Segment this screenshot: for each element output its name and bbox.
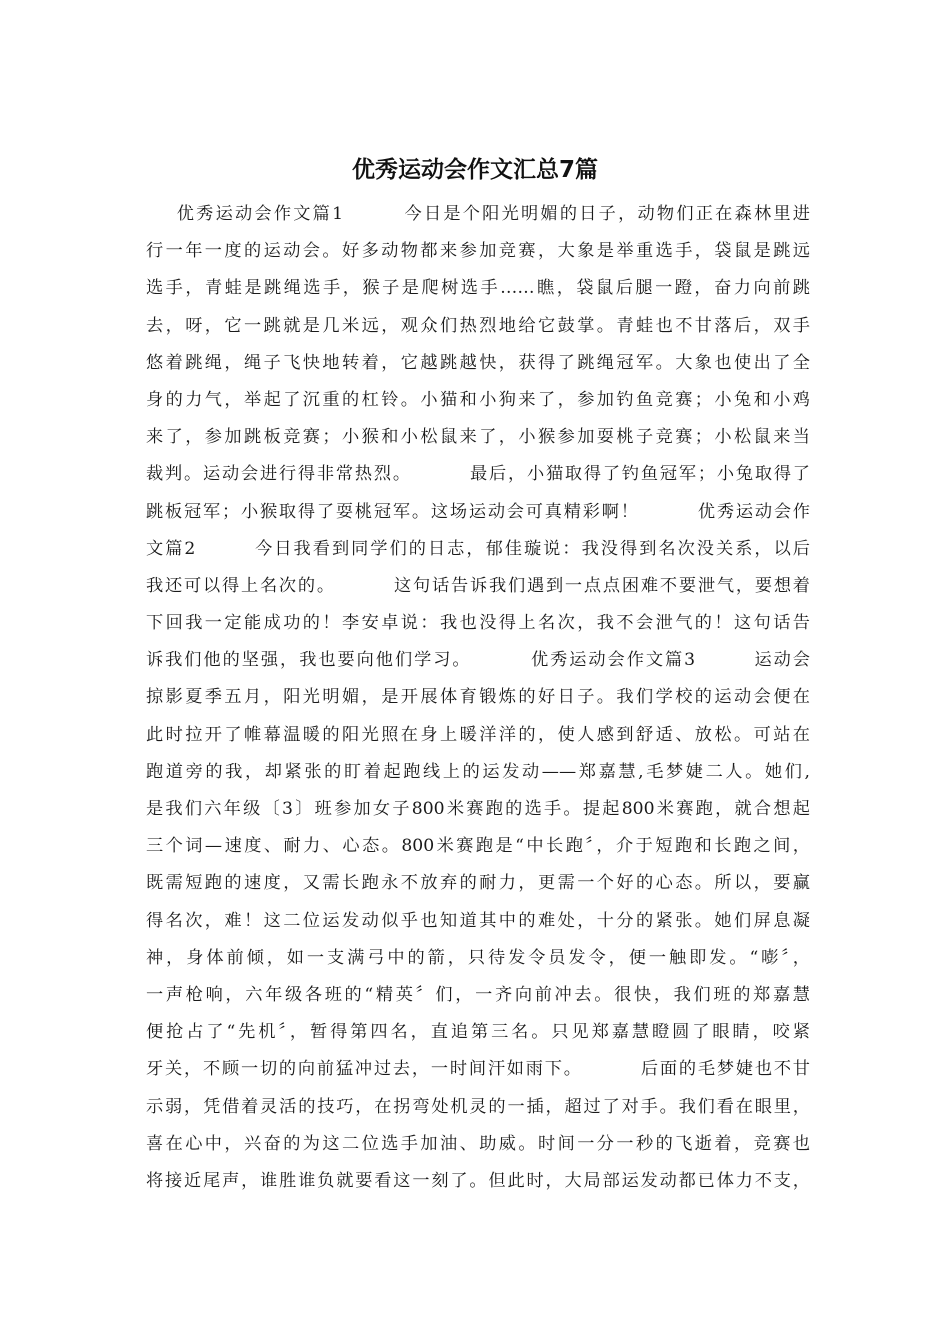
- body-line: 是我们六年级〔3〕班参加女子800米赛跑的选手。提起800米赛跑，就合想起: [146, 799, 810, 819]
- document-body: [146, 196, 810, 1200]
- body-line: 三个词—速度、耐力、心态。800米赛跑是“中长跑〞，介于短跑和长跑之间，: [146, 836, 810, 857]
- body-line: 神，身体前倾，如一支满弓中的箭，只待发令员发令，便一触即发。“嘭〞，: [146, 947, 810, 968]
- body-line: 跑道旁的我，却紧张的盯着起跑线上的运发动——郑嘉慧,毛梦婕二人。她们,: [146, 761, 810, 782]
- body-line: 此时拉开了帷幕温暖的阳光照在身上暖洋洋的，使人感到舒适、放松。可站在: [146, 724, 810, 745]
- body-line: 示弱，凭借着灵活的技巧，在拐弯处机灵的一插，超过了对手。我们看在眼里，: [146, 1096, 810, 1117]
- body-line: 身的力气，举起了沉重的杠铃。小猫和小狗来了，参加钓鱼竞赛；小兔和小鸡: [146, 389, 810, 410]
- body-line: 去，呀，它一跳就是几米远，观众们热烈地给它鼓掌。青蛙也不甘落后，双手: [146, 315, 810, 336]
- body-line: 悠着跳绳，绳子飞快地转着，它越跳越快，获得了跳绳冠军。大象也使出了全: [146, 352, 810, 373]
- body-line: 跳板冠军；小猴取得了耍桃冠军。这场运动会可真精彩啊！ 优秀运动会作: [146, 501, 810, 522]
- body-line: 既需短跑的速度，又需长跑永不放弃的耐力，更需一个好的心态。所以，要赢: [146, 873, 810, 894]
- body-line: 我还可以得上名次的。 这句话告诉我们遇到一点点困难不要泄气，要想着: [146, 575, 810, 596]
- body-line: 优秀运动会作文篇1 今日是个阳光明媚的日子，动物们正在森林里进: [146, 204, 810, 224]
- body-line: 下回我一定能成功的！李安卓说：我也没得上名次，我不会泄气的！这句话告: [146, 613, 810, 634]
- body-line: 牙关，不顾一切的向前猛冲过去，一时间汗如雨下。 后面的毛梦婕也不甘: [146, 1059, 810, 1080]
- body-line: 一声枪响，六年级各班的“精英〞们，一齐向前冲去。很快，我们班的郑嘉慧: [146, 984, 810, 1005]
- body-line: 掠影夏季五月，阳光明媚，是开展体育锻炼的好日子。我们学校的运动会便在: [146, 687, 810, 708]
- body-line: 来了，参加跳板竞赛；小猴和小松鼠来了，小猴参加耍桃子竞赛；小松鼠来当: [146, 427, 810, 448]
- body-line: 诉我们他的坚强，我也要向他们学习。 优秀运动会作文篇3 运动会: [146, 650, 810, 671]
- body-line: 得名次，难！这二位运发动似乎也知道其中的难处，十分的紧张。她们屏息凝: [146, 910, 810, 931]
- body-line: 选手，青蛙是跳绳选手，猴子是爬树选手……瞧，袋鼠后腿一蹬，奋力向前跳: [146, 278, 810, 299]
- body-line: 行一年一度的运动会。好多动物都来参加竞赛，大象是举重选手，袋鼠是跳远: [146, 241, 810, 262]
- body-line: 喜在心中，兴奋的为这二位选手加油、助威。时间一分一秒的飞逝着，竞赛也: [146, 1133, 810, 1154]
- body-line: 文篇2 今日我看到同学们的日志，郁佳璇说：我没得到名次没关系，以后: [146, 538, 810, 559]
- body-line: 便抢占了“先机〞，暂得第四名，直追第三名。只见郑嘉慧瞪圆了眼睛，咬紧: [146, 1022, 810, 1043]
- body-line: 将接近尾声，谁胜谁负就要看这一刻了。但此时，大局部运发动都已体力不支，: [146, 1170, 810, 1191]
- document-title: 优秀运动会作文汇总7篇: [351, 157, 598, 183]
- body-line: 裁判。运动会进行得非常热烈。 最后，小猫取得了钓鱼冠军；小兔取得了: [146, 464, 810, 485]
